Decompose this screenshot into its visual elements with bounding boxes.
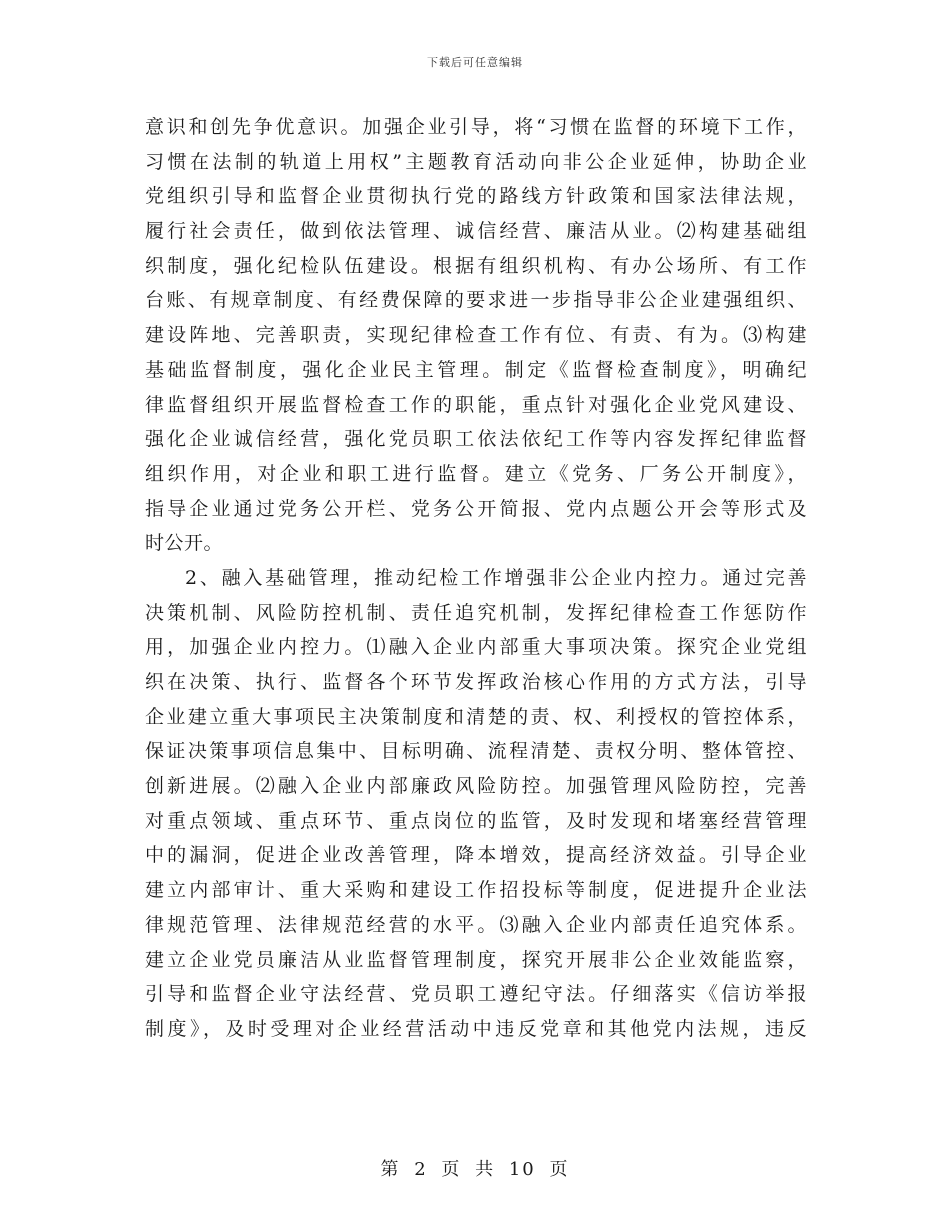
text-line: 组织作用，对企业和职工进行监督。建立《党务、厂务公开制度》， [145, 462, 807, 485]
paragraph-2 [145, 561, 807, 1047]
text-line: 企业建立重大事项民主决策制度和清楚的责、权、利授权的管控体系， [145, 705, 807, 728]
text-line: 中的漏洞，促进企业改善管理，降本增效，提高经济效益。引导企业 [145, 844, 807, 867]
text-line: 律监督组织开展监督检查工作的职能，重点针对强化企业党风建设、 [145, 393, 807, 416]
text-line: 台账、有规章制度、有经费保障的要求进一步指导非公企业建强组织、 [145, 289, 807, 312]
text-line: 织制度，强化纪检队伍建设。根据有组织机构、有办公场所、有工作 [145, 254, 807, 277]
text-line: 律规范管理、法律规范经营的水平。⑶融入企业内部责任追究体系。 [145, 913, 807, 936]
text-line: 制度》，及时受理对企业经营活动中违反党章和其他党内法规，违反 [145, 1017, 807, 1040]
text-line: 指导企业通过党务公开栏、党务公开简报、党内点题公开会等形式及 [145, 497, 807, 520]
text-line: 用，加强企业内控力。⑴融入企业内部重大事项决策。探究企业党组 [145, 636, 807, 659]
text-line: 时公开。 [145, 532, 224, 555]
text-line: 决策机制、风险防控机制、责任追究机制，发挥纪律检查工作惩防作 [145, 601, 807, 624]
text-line: 基础监督制度，强化企业民主管理。制定《监督检查制度》，明确纪 [145, 358, 807, 381]
text-line: 对重点领域、重点环节、重点岗位的监管，及时发现和堵塞经营管理 [145, 809, 807, 832]
page-number: 第 2 页 共 10 页 [380, 1159, 570, 1180]
text-line: 建立内部审计、重大采购和建设工作招投标等制度，促进提升企业法 [145, 879, 807, 902]
text-line: 引导和监督企业守法经营、党员职工遵纪守法。仔细落实《信访举报 [145, 983, 807, 1006]
text-line: 习惯在法制的轨道上用权”主题教育活动向非公企业延伸，协助企业 [145, 150, 807, 173]
text-line: 创新进展。⑵融入企业内部廉政风险防控。加强管理风险防控，完善 [145, 775, 807, 798]
text-line: 强化企业诚信经营，强化党员职工依法依纪工作等内容发挥纪律监督 [145, 428, 807, 451]
header-note: 下载后可任意编辑 [427, 56, 523, 69]
text-line: 党组织引导和监督企业贯彻执行党的路线方针政策和国家法律法规， [145, 185, 807, 208]
text-line: 建立企业党员廉洁从业监督管理制度，探究开展非公企业效能监察， [145, 948, 807, 971]
text-line: 保证决策事项信息集中、目标明确、流程清楚、责权分明、整体管控、 [145, 740, 807, 763]
text-line: 2、融入基础管理，推动纪检工作增强非公企业内控力。通过完善 [185, 566, 807, 589]
text-line: 意识和创先争优意识。加强企业引导，将“习惯在监督的环境下工作， [145, 116, 807, 138]
text-line: 建设阵地、完善职责，实现纪律检查工作有位、有责、有为。⑶构建 [145, 324, 807, 347]
document-body [145, 110, 807, 1047]
text-line: 织在决策、执行、监督各个环节发挥政治核心作用的方式方法，引导 [145, 671, 807, 693]
text-line: 履行社会责任，做到依法管理、诚信经营、廉洁从业。⑵构建基础组 [145, 220, 807, 243]
paragraph-1 [145, 110, 807, 561]
